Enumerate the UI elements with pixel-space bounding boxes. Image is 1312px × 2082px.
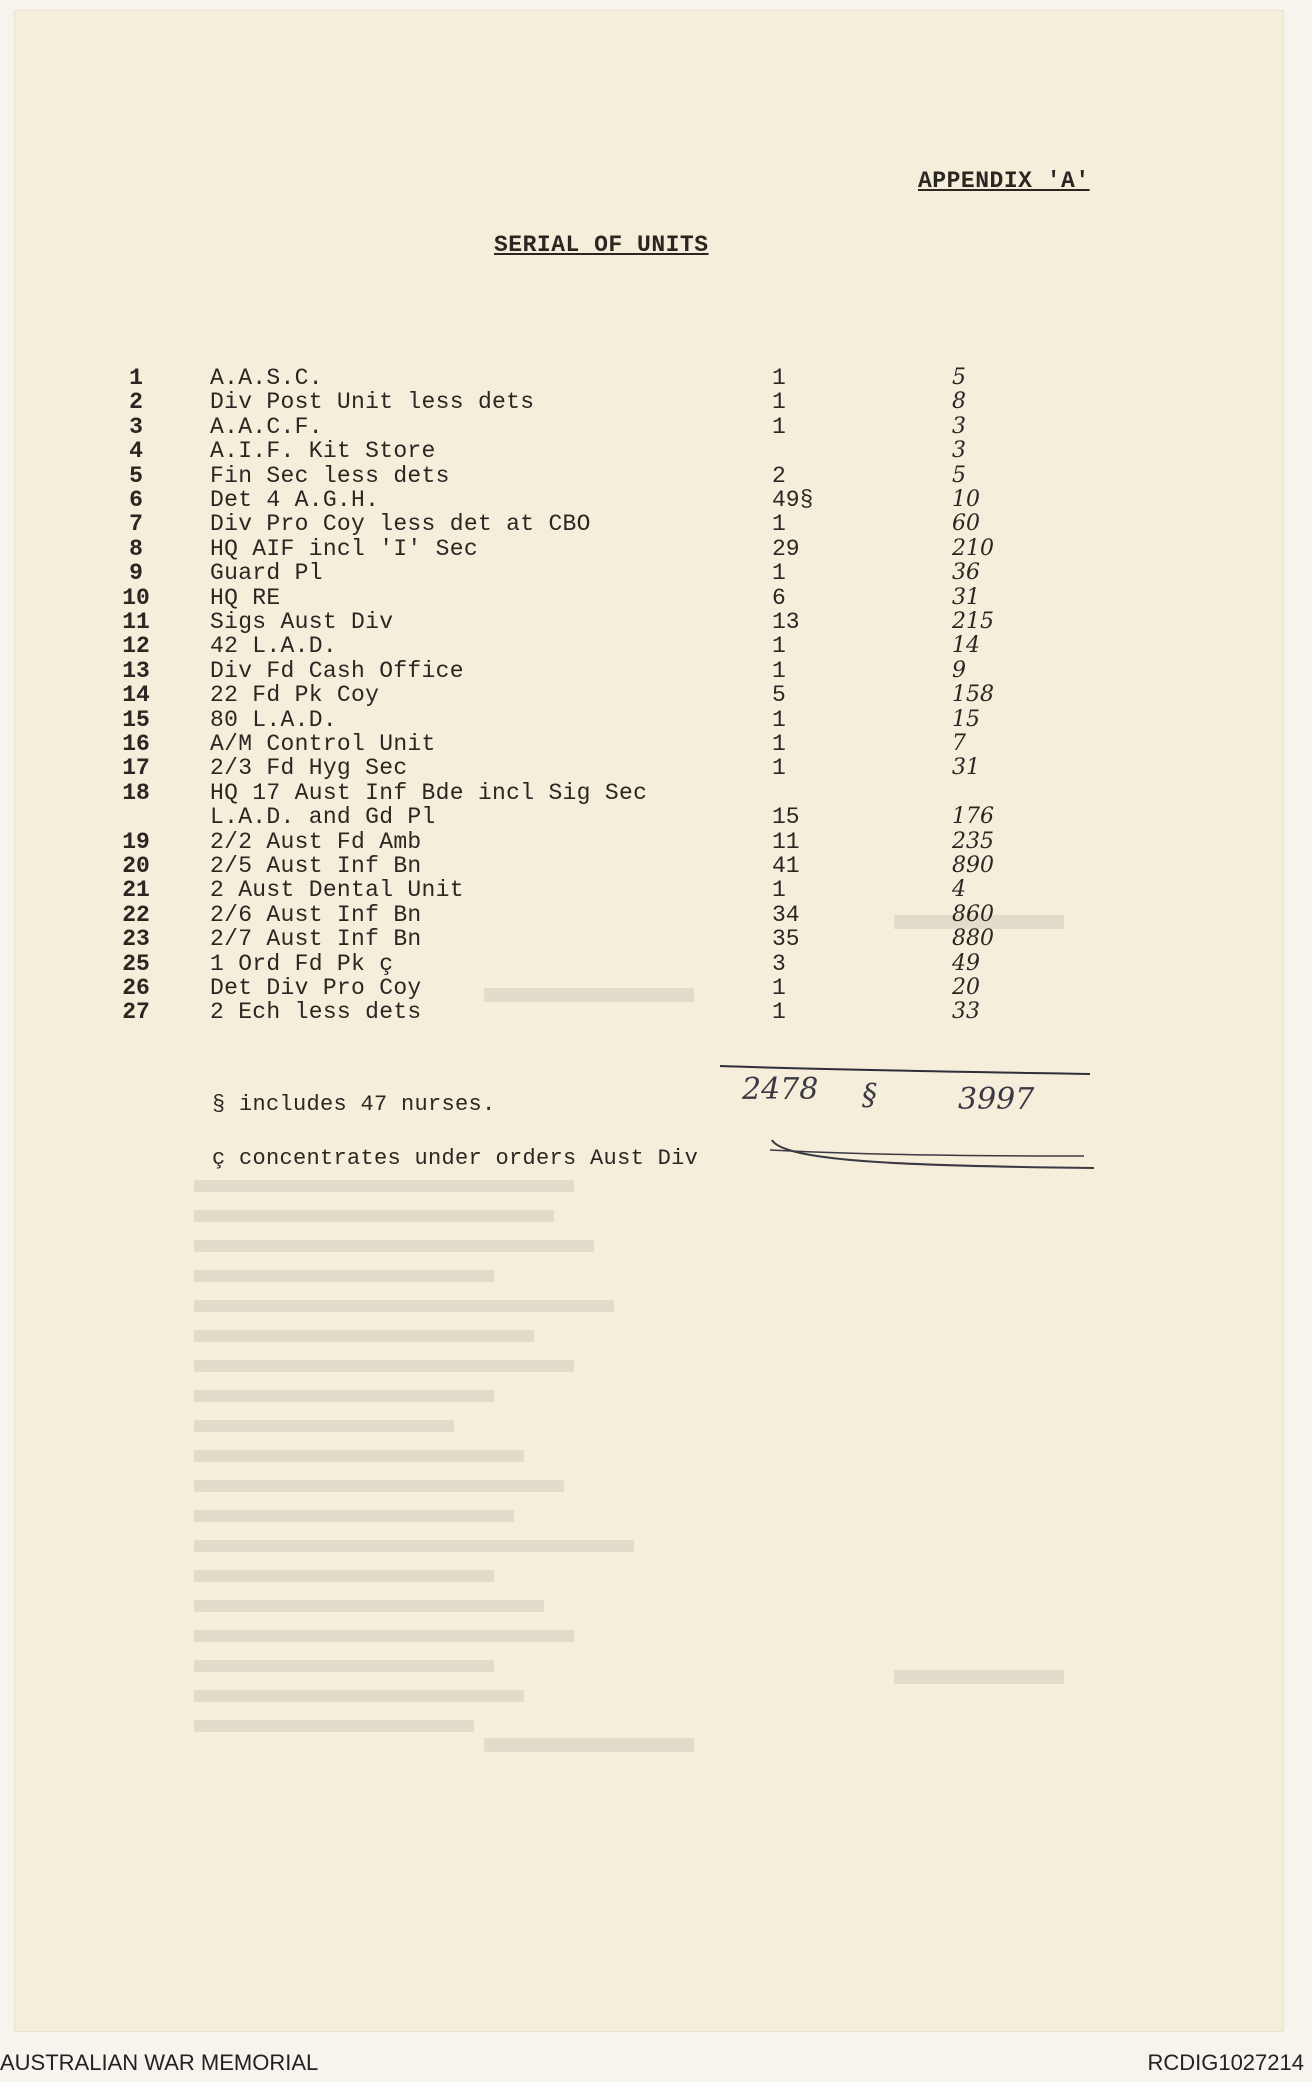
serial-number: 23: [122, 926, 150, 953]
officers-count: 35: [772, 926, 800, 953]
other-ranks-count: 31: [952, 755, 980, 781]
serial-number: 19: [122, 828, 150, 855]
serial-number: 18: [122, 779, 150, 806]
officers-count: 1: [772, 657, 786, 684]
serial-number: 4: [129, 438, 143, 465]
unit-name: HQ 17 Aust Inf Bde incl Sig Sec: [210, 779, 648, 806]
officers-count: 1: [772, 877, 786, 904]
officers-count: 1: [772, 999, 786, 1026]
unit-name: 2/5 Aust Inf Bn: [210, 853, 422, 879]
document-title: SERIAL OF UNITS: [494, 232, 709, 258]
other-ranks-count: 890: [952, 853, 994, 878]
table-row: [14, 708, 1284, 732]
table-row: [14, 464, 1284, 488]
table-row: [14, 927, 1284, 951]
serial-number: 10: [122, 584, 150, 611]
officers-count: 1: [772, 365, 786, 391]
unit-name: 2/2 Aust Fd Amb: [210, 828, 422, 855]
serial-number: 2: [129, 389, 143, 416]
serial-number: 15: [122, 706, 150, 733]
officers-count: 11: [772, 828, 800, 855]
officers-count: 1: [772, 755, 786, 782]
unit-name: 2 Aust Dental Unit: [210, 877, 464, 904]
totals-rule: [714, 1050, 1114, 1170]
total-officers: 2478: [742, 1072, 819, 1107]
unit-name: Div Fd Cash Office: [210, 657, 464, 684]
unit-name: A.A.S.C.: [210, 365, 323, 391]
officers-count: 1: [772, 731, 786, 757]
unit-name: Fin Sec less dets: [210, 462, 450, 489]
unit-name: Div Post Unit less dets: [210, 389, 535, 416]
serial-number: 20: [122, 853, 150, 879]
table-row: [14, 805, 1284, 829]
officers-count: 34: [772, 901, 800, 928]
table-row: [14, 415, 1284, 439]
officers-count: 3: [772, 950, 786, 977]
other-ranks-count: 3: [952, 438, 966, 464]
serial-number: 8: [129, 535, 143, 562]
officers-count: 1: [772, 633, 786, 660]
unit-name: A.A.C.F.: [210, 413, 323, 440]
other-ranks-count: 176: [952, 804, 994, 830]
other-ranks-count: 235: [952, 828, 994, 854]
unit-name: Det Div Pro Coy: [210, 975, 422, 1001]
footnote-nurses: § includes 47 nurses.: [212, 1092, 496, 1117]
other-ranks-count: 10: [952, 487, 980, 512]
unit-name: A.I.F. Kit Store: [210, 438, 436, 465]
officers-count: 49§: [772, 487, 814, 513]
other-ranks-count: 880: [952, 926, 994, 952]
serial-number: 25: [122, 950, 150, 977]
serial-number: 5: [129, 462, 143, 489]
officers-count: 13: [772, 609, 800, 635]
other-ranks-count: 4: [952, 877, 966, 903]
table-row: [14, 561, 1284, 585]
other-ranks-count: 49: [952, 950, 980, 976]
unit-name: HQ AIF incl 'I' Sec: [210, 535, 478, 562]
unit-name: Guard Pl: [210, 560, 323, 587]
officers-count: 29: [772, 535, 800, 562]
serial-number: 14: [122, 682, 150, 709]
table-row: [14, 683, 1284, 707]
officers-count: 1: [772, 511, 786, 538]
unit-name: L.A.D. and Gd Pl: [210, 804, 436, 831]
unit-name: A/M Control Unit: [210, 731, 436, 757]
unit-name: Det 4 A.G.H.: [210, 487, 380, 513]
serial-number: 12: [122, 633, 150, 660]
serial-number: 21: [122, 877, 150, 904]
table-row: [14, 634, 1284, 658]
table-row: [14, 952, 1284, 976]
serial-number: 16: [122, 731, 150, 757]
unit-name: 22 Fd Pk Coy: [210, 682, 380, 709]
other-ranks-count: 158: [952, 682, 994, 708]
table-row: [14, 976, 1284, 1000]
table-row: [14, 903, 1284, 927]
other-ranks-count: 31: [952, 584, 980, 610]
unit-name: 2 Ech less dets: [210, 999, 422, 1026]
table-row: [14, 488, 1284, 512]
table-row: [14, 781, 1284, 805]
serial-number: 22: [122, 901, 150, 928]
serial-number: 7: [129, 511, 143, 538]
serial-number: 9: [129, 560, 143, 587]
unit-name: Sigs Aust Div: [210, 609, 394, 635]
footer-catalogue-id: RCDIG1027214: [1147, 2050, 1304, 2075]
unit-name: Div Pro Coy less det at CBO: [210, 511, 591, 538]
other-ranks-count: 3: [952, 413, 966, 439]
unit-name: 2/3 Fd Hyg Sec: [210, 755, 408, 782]
table-row: [14, 610, 1284, 634]
other-ranks-count: 33: [952, 999, 980, 1025]
officers-count: 2: [772, 462, 786, 489]
officers-count: 1: [772, 413, 786, 440]
other-ranks-count: 210: [952, 535, 994, 561]
footnote-concentrates: ç concentrates under orders Aust Div: [212, 1146, 699, 1171]
other-ranks-count: 15: [952, 706, 980, 732]
officers-count: 1: [772, 560, 786, 587]
table-row: [14, 390, 1284, 414]
appendix-heading: APPENDIX 'A': [918, 168, 1090, 194]
serial-number: 11: [122, 609, 150, 635]
unit-name: 2/7 Aust Inf Bn: [210, 926, 422, 953]
officers-count: 1: [772, 389, 786, 416]
table-row: [14, 439, 1284, 463]
other-ranks-count: 7: [952, 731, 966, 756]
table-row: [14, 512, 1284, 536]
unit-name: 42 L.A.D.: [210, 633, 337, 660]
other-ranks-count: 9: [952, 657, 966, 683]
document-page: [14, 10, 1284, 2032]
serial-number: 26: [122, 975, 150, 1001]
other-ranks-count: 20: [952, 975, 980, 1000]
unit-name: 1 Ord Fd Pk ç: [210, 950, 394, 977]
table-row: [14, 659, 1284, 683]
other-ranks-count: 5: [952, 365, 966, 390]
officers-count: 15: [772, 804, 800, 831]
table-row: [14, 1000, 1284, 1024]
officers-count: 41: [772, 853, 800, 879]
footer-archive-name: AUSTRALIAN WAR MEMORIAL: [0, 2050, 319, 2075]
unit-name: HQ RE: [210, 584, 281, 611]
table-row: [14, 537, 1284, 561]
officers-count: 1: [772, 975, 786, 1001]
other-ranks-count: 8: [952, 389, 966, 415]
other-ranks-count: 860: [952, 901, 994, 927]
other-ranks-count: 60: [952, 511, 980, 537]
unit-name: 80 L.A.D.: [210, 706, 337, 733]
serial-number: 27: [122, 999, 150, 1026]
serial-number: 6: [129, 487, 143, 513]
total-or-ranks: 3997: [958, 1082, 1035, 1117]
table-row: [14, 756, 1284, 780]
unit-name: 2/6 Aust Inf Bn: [210, 901, 422, 928]
other-ranks-count: 36: [952, 560, 980, 586]
table-row: [14, 830, 1284, 854]
other-ranks-count: 215: [952, 609, 994, 634]
serial-number: 13: [122, 657, 150, 684]
officers-count: 6: [772, 584, 786, 611]
table-row: [14, 878, 1284, 902]
serial-number: 1: [129, 365, 143, 391]
other-ranks-count: 14: [952, 633, 980, 659]
table-row: [14, 586, 1284, 610]
table-row: [14, 854, 1284, 878]
table-row: [14, 732, 1284, 756]
officers-count: 5: [772, 682, 786, 709]
serial-number: 17: [122, 755, 150, 782]
serial-number: 3: [129, 413, 143, 440]
total-section-mark: §: [862, 1078, 877, 1113]
table-row: [14, 366, 1284, 390]
other-ranks-count: 5: [952, 462, 966, 488]
officers-count: 1: [772, 706, 786, 733]
